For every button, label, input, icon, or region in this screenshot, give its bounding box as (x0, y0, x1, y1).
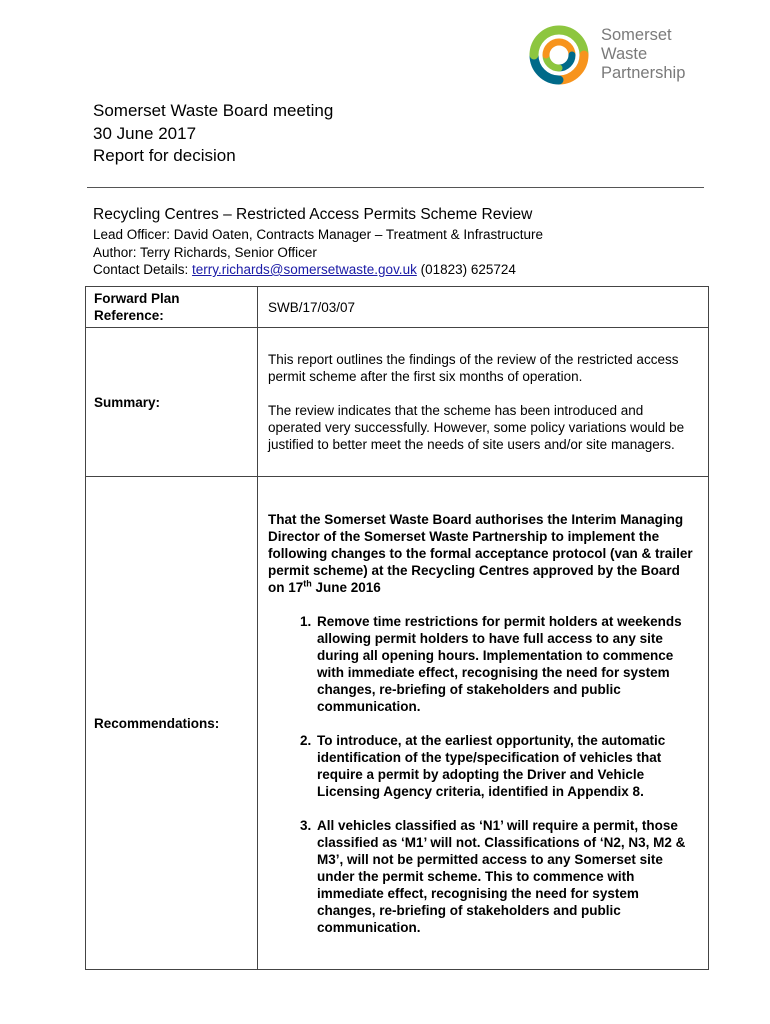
logo-line-3: Partnership (601, 64, 686, 82)
recommendations-intro (268, 511, 698, 596)
meeting-date: 30 June 2017 (93, 123, 197, 143)
recommendation-item: 1. Remove time restrictions for permit holders at weekends allowing permit holders to have full access to any site during all opening hours. Implementation to commence with immediate effect, recognising the need for system changes, re-briefing of stakeholders and public communication. (315, 613, 698, 715)
contact-email-link[interactable]: terry.richards@somersetwaste.gov.uk (192, 262, 417, 277)
report-table (85, 286, 709, 970)
logo-wordmark (601, 26, 685, 83)
recommendation-item: 3. All vehicles classified as ‘N1’ will require a permit, those classified as ‘M1’ will not. Classifications of ‘N2, N3, M2 & M3’, will not be permitted access to any Somerset site under the permit scheme. This to commence with immediate effect, recognising the need for system changes, re-briefing of stakeholders and public communication. (315, 817, 698, 936)
recommendations-content (258, 477, 709, 970)
summary-content (258, 328, 709, 477)
partnership-logo (526, 24, 706, 86)
rec-intro-superscript: th (303, 578, 312, 588)
summary-row (86, 328, 709, 477)
author: Author: Terry Richards, Senior Officer (93, 244, 317, 260)
meeting-header (93, 100, 333, 168)
header-divider (87, 187, 704, 188)
contact-details (93, 261, 543, 279)
summary-paragraph-2: The review indicates that the scheme has been introduced and operated very successfully. However, some policy variations would be justified to better meet the needs of site users and/or site managers. (268, 403, 685, 452)
report-title: Recycling Centres – Restricted Access Permits Scheme Review (93, 206, 533, 223)
logo-line-1: Somerset (601, 26, 672, 44)
recommendation-item: 2. To introduce, at the earliest opportunity, the automatic identification of the type/specification of vehicles that require a permit by adopting the Driver and Vehicle Licensing Agency criteria, identified in Appendix 8. (315, 732, 698, 800)
rec-intro-text: That the Somerset Waste Board authorises the Interim Managing Director of the Somerset Waste Partnership to implement the following changes to the formal acceptance protocol (van & trailer permit scheme) at the Recycling Centres approved by the Board on 17 (268, 511, 693, 595)
rec-intro-end: June 2016 (311, 579, 381, 595)
contact-phone: (01823) 625724 (416, 262, 516, 277)
report-meta (93, 226, 543, 279)
meeting-title: Somerset Waste Board meeting (93, 101, 334, 120)
contact-label: Contact Details: (93, 262, 193, 277)
forward-plan-value: SWB/17/03/07 (258, 287, 709, 328)
swirl-logo-icon (526, 24, 592, 86)
report-type: Report for decision (93, 146, 236, 165)
summary-label: Summary: (86, 328, 258, 477)
recommendations-label: Recommendations: (86, 477, 258, 970)
forward-plan-row (86, 287, 709, 328)
forward-plan-label: Forward Plan Reference: (86, 287, 258, 328)
summary-paragraph-1: This report outlines the findings of the review of the restricted access permit scheme after the first six months of operation. (268, 352, 679, 384)
recommendations-row (86, 477, 709, 970)
logo-line-2: Waste (601, 45, 648, 63)
lead-officer: Lead Officer: David Oaten, Contracts Manager – Treatment & Infrastructure (93, 227, 543, 242)
recommendations-list (268, 613, 698, 936)
